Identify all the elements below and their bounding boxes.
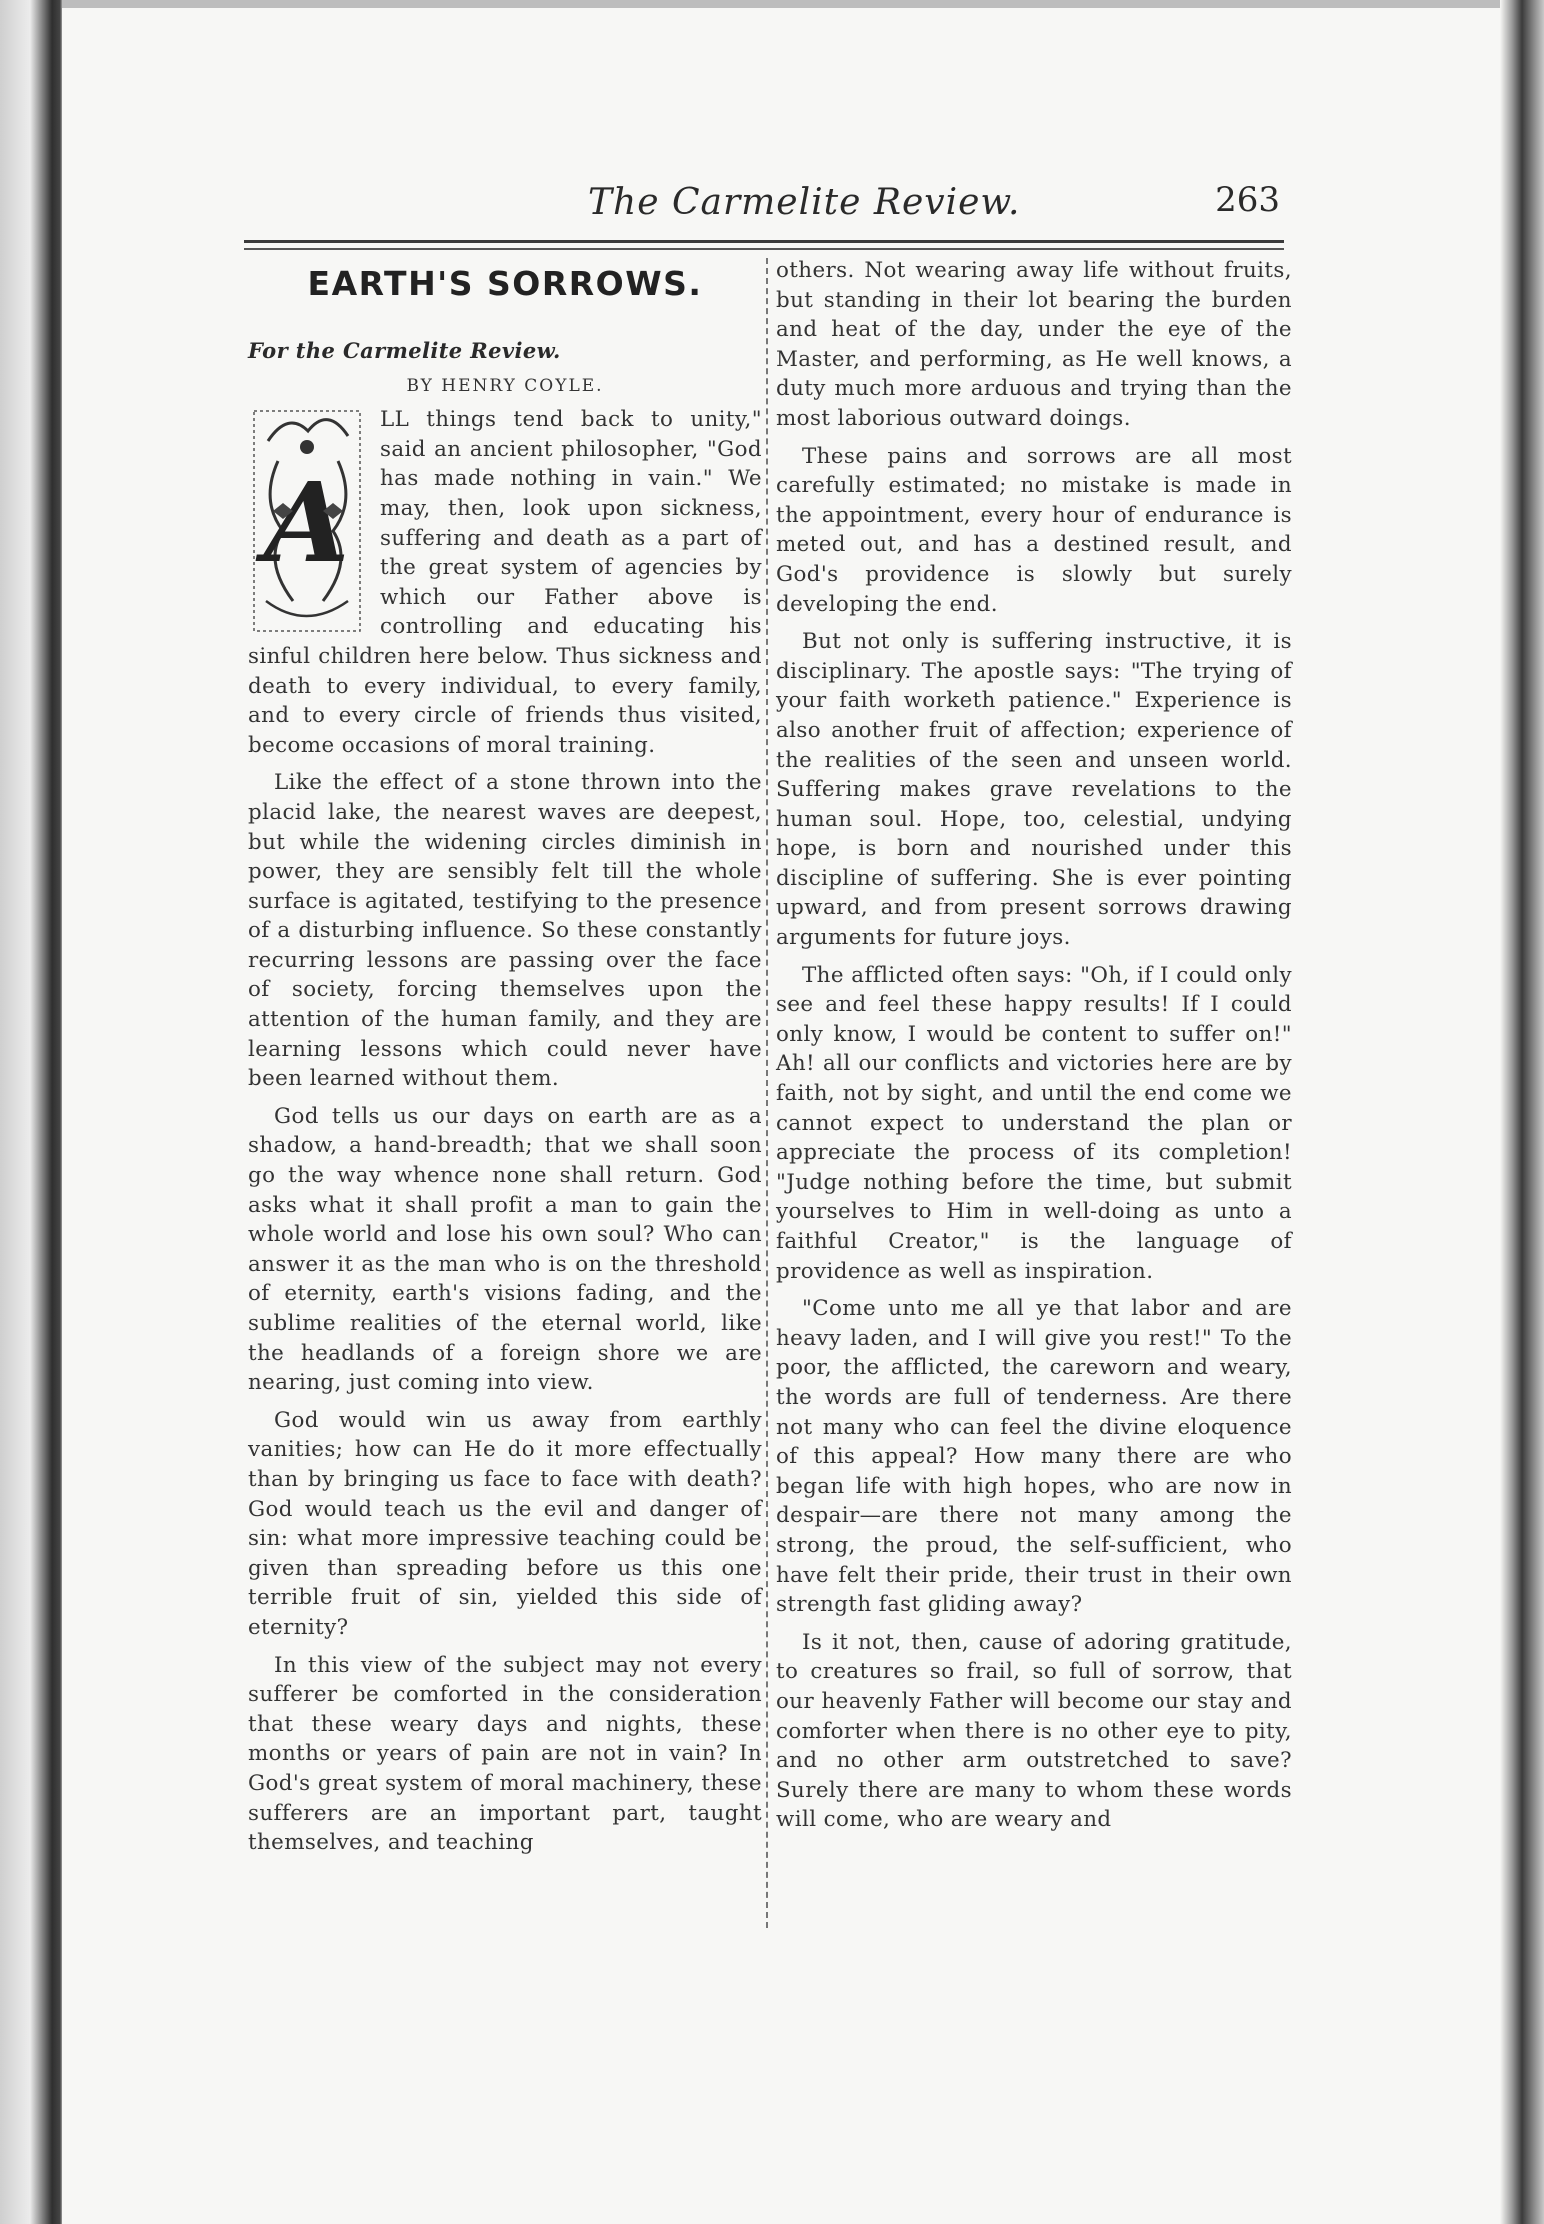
paragraph: The afflicted often says: "Oh, if I could only see and feel these happy results! If I could only know, I would be content to suffer on!" Ah! all our conflicts and victories here are by faith, not by sight, and until the end come we cannot expect to understand the plan or appreciate the process of its completion! "Judge nothing before the time, but submit yourselves to Him in well-doing as unto a faithful Creator," is the language of providence as well as inspiration. <box>776 962 1292 1284</box>
page-edge-shadow <box>1500 0 1544 2224</box>
ornamental-drop-cap-icon <box>248 401 366 641</box>
drop-cap-letter: A <box>264 458 350 588</box>
paragraph: Is it not, then, cause of adoring gratitude, to creatures so frail, so full of sorrow, that our heavenly Father will become our stay and comforter when there is no other eye to pity, and no other arm outstretched to save? Surely there are many to whom these words will come, who are weary and <box>776 1629 1292 1833</box>
header-rule-thick <box>244 240 1284 243</box>
dedication: For the Carmelite Review. <box>248 338 561 363</box>
paragraph: But not only is suffering instructive, it is disciplinary. The apostle says: "The trying of your faith worketh patience." Experience is also another fruit of affection; experience of the realities of the seen and unseen world. Suffering makes grave revelations to the human soul. Hope, too, celestial, undying hope, is born and nourished under this discipline of suffering. She is ever pointing upward, and from present sorrows drawing arguments for future joys. <box>776 629 1292 951</box>
byline: BY HENRY COYLE. <box>406 375 604 396</box>
paragraph: These pains and sorrows are all most carefully estimated; no mistake is made in the appointment, every hour of endurance is meted out, and has a destined result, and God's providence is slowly but surely developing the end. <box>776 443 1292 617</box>
paragraph: Like the effect of a stone thrown into the placid lake, the nearest waves are deepest, but while the widening circles diminish in power, they are sensibly felt till the whole surface is agitated, testifying to the presence of a disturbing influence. So these constantly recurring lessons are passing over the face of society, forcing themselves upon the attention of the human family, and they are learning lessons which could never have been learned without them. <box>248 770 762 1092</box>
right-column <box>776 256 1292 1843</box>
paragraph: God would win us away from earthly vanities; how can He do it more effectually than by bringing us face to face with death? God would teach us the evil and danger of sin: what more impressive teaching could be given than spreading before us this one terrible fruit of sin, yielded this side of eternity? <box>248 1407 762 1640</box>
journal-title: The Carmelite Review. <box>588 182 1021 223</box>
paragraph: In this view of the subject may not every sufferer be comforted in the consideration that these weary days and nights, these months or years of pain are not in vain? In God's great system of moral machinery, these sufferers are an important part, taught themselves, and teaching <box>248 1652 762 1856</box>
running-header <box>248 178 1280 234</box>
header-rule-thin <box>244 248 1284 250</box>
column-divider <box>766 258 768 1928</box>
lead-paragraph-wrap <box>248 405 762 760</box>
article-title: EARTH'S SORROWS. <box>307 264 703 303</box>
left-column <box>248 256 762 1866</box>
top-edge-shadow <box>60 0 1500 8</box>
paragraph: God tells us our days on earth are as a shadow, a hand-breadth; that we shall soon go the way whence none shall return. God asks what it shall profit a man to gain the whole world and lose his own soul? Who can answer it as the man who is on the threshold of eternity, earth's visions fading, and the sublime realities of the eternal world, like the headlands of a foreign shore we are nearing, just coming into view. <box>248 1103 762 1396</box>
paragraph: "Come unto me all ye that labor and are heavy laden, and I will give you rest!" To the poor, the afflicted, the careworn and weary, the words are full of tenderness. Are there not many who can feel the divine eloquence of this appeal? How many there are who began life with high hopes, who are now in despair—are there not many among the strong, the proud, the self-sufficient, who have felt their pride, their trust in their own strength fast gliding away? <box>776 1296 1292 1618</box>
lead-paragraph: LL things tend back to unity," said an ancient philosopher, "God has made nothing in vain." We may, then, look upon sickness, suffering and death as a part of the great system of agencies by which our Father above is controlling and educating his sinful children here below. Thus sickness and death to every individual, to every family, and to every circle of friends thus visited, become occasions of moral training. <box>248 407 762 758</box>
paragraph: others. Not wearing away life without fruits, but standing in their lot bearing the burden and heat of the day, under the eye of the Master, and performing, as He well knows, a duty much more arduous and trying than the most laborious outward doings. <box>776 258 1292 431</box>
page-number: 263 <box>1215 180 1280 220</box>
binding-shadow <box>0 0 62 2224</box>
